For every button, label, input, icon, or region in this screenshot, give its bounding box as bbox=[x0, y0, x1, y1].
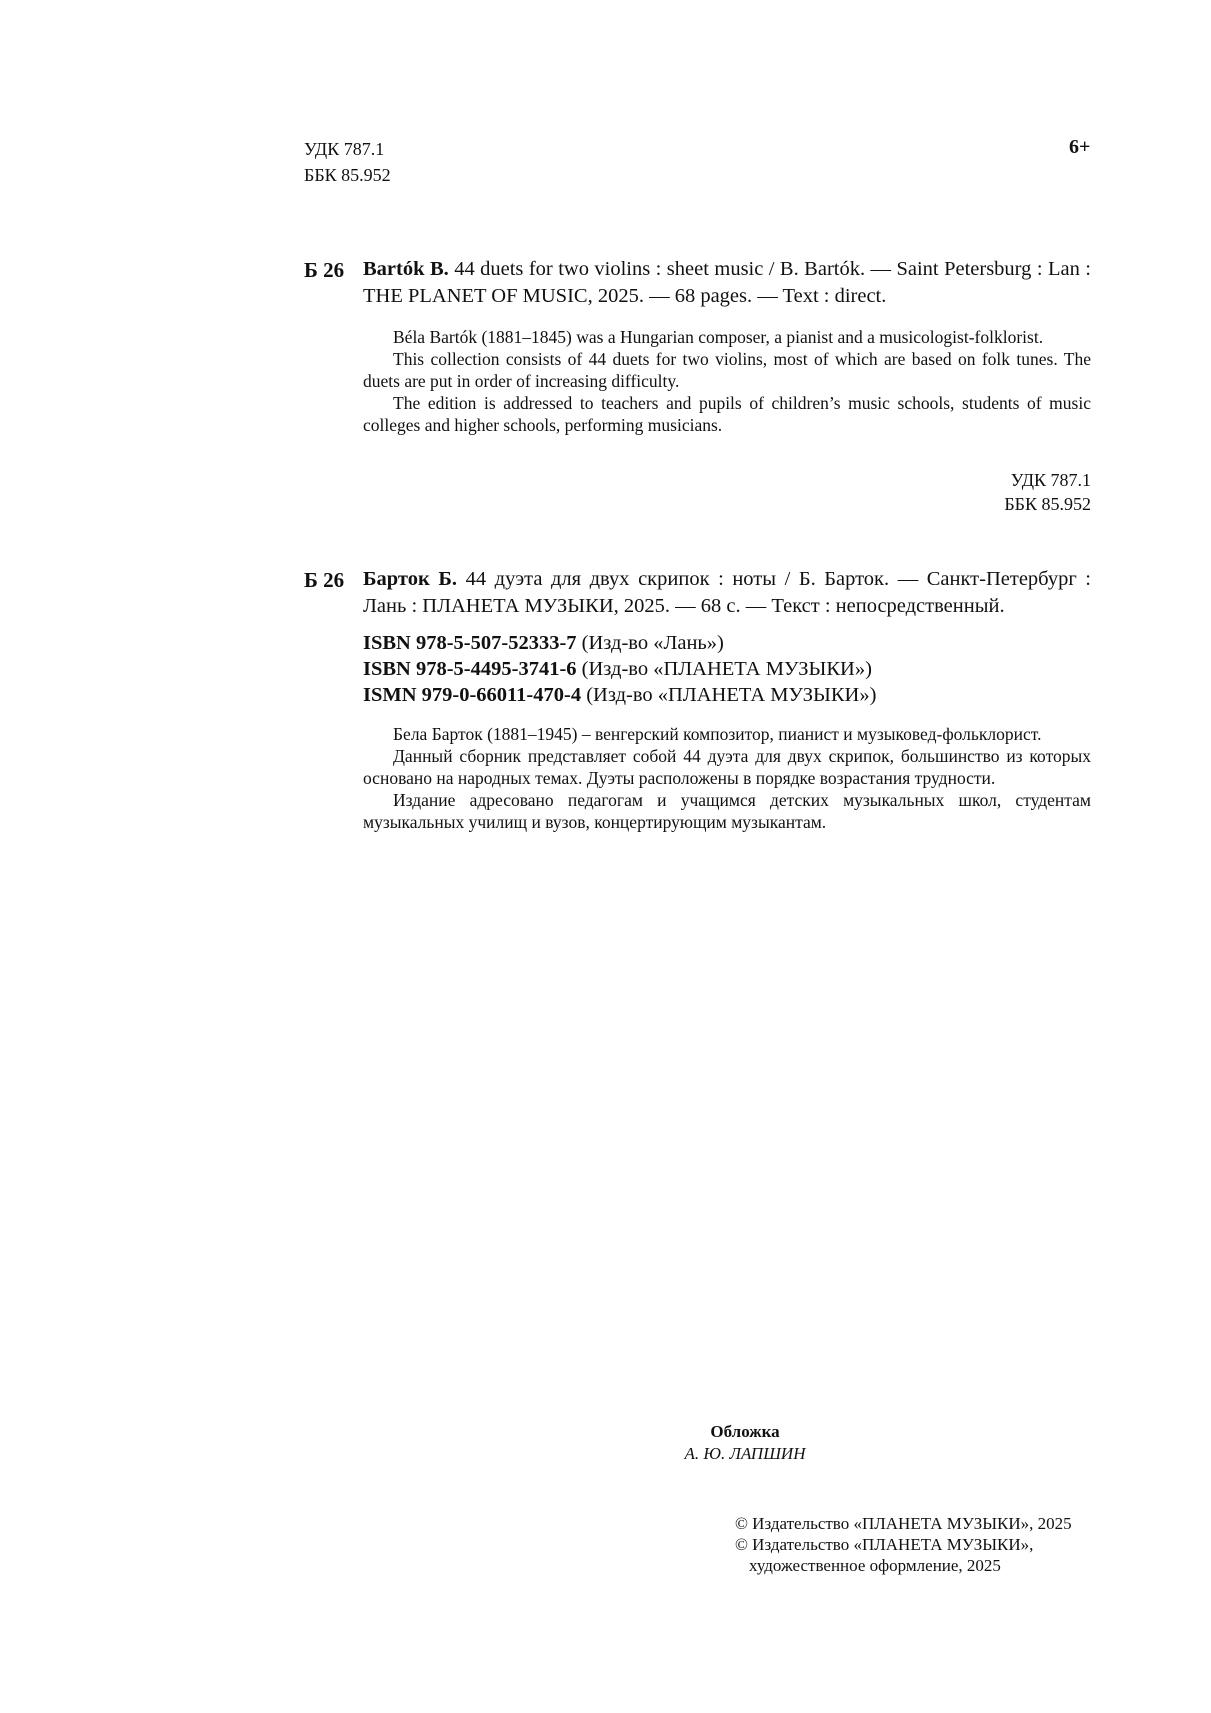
age-rating: 6+ bbox=[1069, 136, 1091, 158]
identifier-block bbox=[363, 630, 1091, 708]
annotation-en-paragraph: This collection consists of 44 duets for two violins, most of which are based on folk tunes. The duets are put in order of increasing difficulty. bbox=[363, 349, 1091, 391]
annotation-en-paragraph: The edition is addressed to teachers and pupils of children’s music schools, students of music colleges and higher schools, performing musicians. bbox=[363, 393, 1091, 435]
copyright-line: © Издательство «ПЛАНЕТА МУЗЫКИ», bbox=[735, 1535, 1034, 1554]
ismn-number: ISMN 979-0-66011-470-4 bbox=[363, 684, 582, 706]
isbn-number: ISBN 978-5-4495-3741-6 bbox=[363, 658, 577, 680]
isbn-number: ISBN 978-5-507-52333-7 bbox=[363, 632, 577, 654]
udk-code: УДК 787.1 bbox=[304, 139, 385, 159]
annotation-en bbox=[363, 326, 1091, 436]
copyright-line: © Издательство «ПЛАНЕТА МУЗЫКИ», 2025 bbox=[735, 1514, 1072, 1533]
identifier-line bbox=[363, 630, 1091, 656]
copyright-block bbox=[735, 1513, 1091, 1576]
annotation-ru-paragraph: Данный сборник представляет собой 44 дуэта для двух скрипок, большинство из которых основано на народных темах. Дуэты расположены в порядке возрастания трудности. bbox=[363, 746, 1091, 788]
isbn-publisher: (Изд-во «Лань») bbox=[576, 632, 724, 654]
identifier-line bbox=[363, 656, 1091, 682]
catalog-entry-en bbox=[363, 256, 1091, 310]
annotation-ru-paragraph: Бела Барток (1881–1945) – венгерский композитор, пианист и музыковед-фольклорист. bbox=[393, 724, 1042, 744]
ismn-publisher: (Изд-во «ПЛАНЕТА МУЗЫКИ») bbox=[581, 684, 877, 706]
udk-code-en: УДК 787.1 bbox=[1010, 470, 1091, 490]
catalog-label-en: Б 26 bbox=[304, 258, 345, 282]
copyright-line: художественное оформление, 2025 bbox=[749, 1556, 1001, 1575]
author-en: Bartók B. bbox=[363, 258, 449, 280]
catalog-entry-ru bbox=[363, 566, 1091, 620]
description-en: 44 duets for two violins : sheet music / B. Bartók. — Saint Petersburg : Lan : THE PLANET OF MUSIC, 2025. — 68 pages. — Text : direct. bbox=[363, 258, 1091, 307]
bbk-code: ББК 85.952 bbox=[304, 165, 391, 185]
cover-artist: А. Ю. ЛАПШИН bbox=[684, 1444, 806, 1463]
annotation-ru bbox=[363, 723, 1091, 833]
cover-credit bbox=[640, 1421, 850, 1465]
isbn-publisher: (Изд-во «ПЛАНЕТА МУЗЫКИ») bbox=[576, 658, 872, 680]
description-ru: 44 дуэта для двух скрипок : ноты / Б. Барток. — Санкт-Петербург : Лань : ПЛАНЕТА МУЗЫКИ, 2025. — 68 с. — Текст : непосредственный. bbox=[363, 568, 1091, 617]
annotation-en-paragraph: Béla Bartók (1881–1845) was a Hungarian composer, a pianist and a musicologist-folklorist. bbox=[393, 327, 1044, 347]
cover-label: Обложка bbox=[710, 1422, 780, 1441]
author-ru: Барток Б. bbox=[363, 568, 458, 590]
identifier-line bbox=[363, 682, 1091, 708]
bbk-code-en: ББК 85.952 bbox=[1004, 494, 1091, 514]
top-classification bbox=[304, 136, 391, 188]
annotation-ru-paragraph: Издание адресовано педагогам и учащимся детских музыкальных школ, студентам музыкальных училищ и вузов, концертирующим музыкантам. bbox=[363, 790, 1091, 832]
classification-en bbox=[800, 468, 1091, 516]
catalog-label-ru: Б 26 bbox=[304, 568, 345, 592]
